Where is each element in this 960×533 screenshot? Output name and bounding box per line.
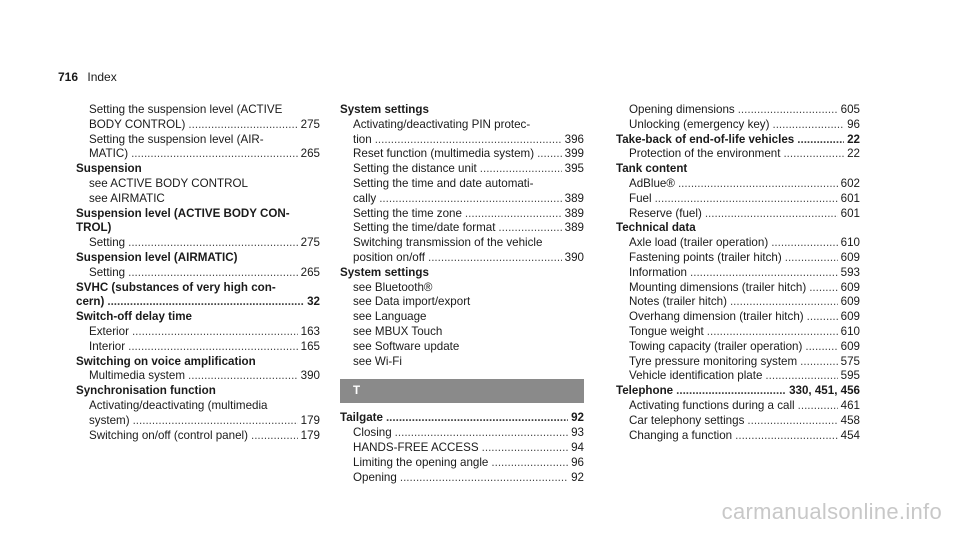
entry-text: Information [629, 265, 687, 279]
entry-text: System settings [340, 103, 429, 116]
page-reference: 330, 451, 456 [789, 384, 860, 398]
page-header [58, 70, 117, 84]
entry-text: SVHC (substances of very high con- [76, 280, 276, 294]
dot-leader [395, 426, 568, 441]
dot-leader [128, 266, 298, 281]
entry-text: Exterior [89, 324, 129, 338]
index-column-3 [616, 103, 860, 443]
index-subentry [340, 441, 584, 456]
index-heading [616, 221, 860, 236]
dot-leader [705, 207, 838, 222]
page-reference: 93 [571, 426, 584, 440]
entry-text: Fuel [629, 191, 652, 205]
index-subentry [340, 251, 584, 266]
page-reference: 389 [564, 206, 584, 220]
index-subentry [340, 192, 584, 207]
index-heading [340, 411, 584, 426]
page-reference: 609 [840, 295, 860, 309]
entry-text: Setting the distance unit [353, 162, 477, 176]
index-subentry [340, 340, 584, 355]
dot-leader [132, 325, 298, 340]
index-subentry [340, 162, 584, 177]
page-reference: 610 [840, 324, 860, 338]
index-subentry [616, 325, 860, 340]
page-reference: 601 [840, 206, 860, 220]
page-reference: 165 [300, 339, 320, 353]
index-heading [76, 310, 320, 325]
index-subentry [616, 310, 860, 325]
page-reference: 601 [840, 191, 860, 205]
dot-leader [379, 192, 561, 207]
entry-text: Multimedia system [89, 369, 185, 383]
index-subentry [340, 221, 584, 236]
dot-leader [188, 118, 297, 133]
dot-leader [676, 384, 786, 399]
entry-text: see MBUX Touch [353, 324, 443, 338]
index-subentry [340, 325, 584, 340]
entry-text: Technical data [616, 221, 696, 235]
dot-leader [498, 221, 561, 236]
entry-text: Switching on/off (control panel) [89, 428, 248, 442]
index-subentry [616, 103, 860, 118]
dot-leader [465, 207, 562, 222]
entry-text: Tailgate [340, 411, 383, 425]
index-subentry [76, 133, 320, 148]
page-number: 716 [58, 70, 79, 84]
index-subentry [616, 355, 860, 370]
index-subentry [340, 310, 584, 325]
entry-text: Fastening points (trailer hitch) [629, 250, 782, 264]
page-reference: 609 [840, 280, 860, 294]
index-subentry [616, 369, 860, 384]
dot-leader [128, 340, 298, 355]
dot-leader [655, 192, 838, 207]
watermark: carmanualsonline.info [721, 499, 942, 524]
entry-text: see Wi-Fi [353, 354, 402, 368]
index-heading [76, 355, 320, 370]
index-subentry [616, 236, 860, 251]
entry-text: BODY CONTROL) [89, 117, 186, 131]
page-reference: 610 [840, 236, 860, 250]
index-subentry [616, 177, 860, 192]
entry-text: Setting [89, 265, 126, 279]
dot-leader [783, 147, 844, 162]
page-reference: 395 [564, 162, 584, 176]
page-reference: 399 [564, 147, 584, 161]
index-subentry [76, 340, 320, 355]
page-reference: 389 [564, 191, 584, 205]
index-subentry [340, 147, 584, 162]
page-reference: 96 [847, 117, 860, 131]
index-subentry [340, 281, 584, 296]
page-reference: 179 [300, 428, 320, 442]
dot-leader [772, 118, 844, 133]
section-letter-header: T [340, 379, 584, 403]
page-reference: 389 [564, 221, 584, 235]
index-subentry [616, 251, 860, 266]
dot-leader [771, 236, 837, 251]
dot-leader [765, 369, 837, 384]
dot-leader [480, 162, 562, 177]
index-subentry [616, 429, 860, 444]
entry-text: Towing capacity (trailer operation) [629, 339, 803, 353]
dot-leader [131, 147, 298, 162]
index-heading [76, 207, 320, 222]
dot-leader [735, 429, 838, 444]
index-heading [76, 384, 320, 399]
entry-text: Protection of the environment [629, 147, 781, 161]
index-subentry [340, 471, 584, 486]
page-reference: 458 [840, 413, 860, 427]
entry-text: tion [353, 132, 372, 146]
index-subentry [616, 192, 860, 207]
page-reference: 609 [840, 339, 860, 353]
entry-text: see Bluetooth® [353, 280, 433, 294]
page-reference: 390 [300, 369, 320, 383]
entry-text: Limiting the opening angle [353, 455, 489, 469]
page-reference: 32 [307, 295, 320, 309]
index-column-2 [340, 103, 584, 485]
entry-text: Opening [353, 470, 397, 484]
entry-text: Activating/deactivating PIN protec- [353, 117, 531, 131]
entry-text: Switching on voice amplification [76, 354, 256, 368]
entry-text: Opening dimensions [629, 103, 735, 116]
dot-leader [386, 411, 568, 426]
entry-text: Vehicle identification plate [629, 369, 763, 383]
dot-leader [428, 251, 562, 266]
index-subentry [616, 399, 860, 414]
entry-text: Switching transmission of the vehicle [353, 236, 543, 250]
entry-text: Mounting dimensions (trailer hitch) [629, 280, 807, 294]
page-reference: 575 [840, 354, 860, 368]
entry-text: Notes (trailer hitch) [629, 295, 727, 309]
entry-text: Activating/deactivating (multimedia [89, 398, 268, 412]
index-heading [76, 281, 320, 296]
entry-text: Telephone [616, 384, 674, 398]
index-heading [76, 295, 320, 310]
entry-text: Car telephony settings [629, 413, 745, 427]
dot-leader [797, 133, 844, 148]
entry-text: Tank content [616, 162, 688, 176]
entry-text: Interior [89, 339, 126, 353]
index-subentry [616, 340, 860, 355]
entry-text: Reserve (fuel) [629, 206, 702, 220]
index-subentry [76, 147, 320, 162]
dot-leader [133, 414, 298, 429]
index-subentry [76, 118, 320, 133]
entry-text: Closing [353, 426, 392, 440]
entry-text: Axle load (trailer operation) [629, 236, 769, 250]
index-subentry [76, 236, 320, 251]
index-subentry [340, 207, 584, 222]
entry-text: see Language [353, 310, 427, 324]
index-heading [340, 103, 584, 118]
dot-leader [107, 295, 304, 310]
entry-text: Reset function (multimedia system) [353, 147, 535, 161]
index-subentry [76, 103, 320, 118]
index-heading [616, 162, 860, 177]
section-title: Index [87, 70, 117, 84]
entry-text: Setting the suspension level (AIR- [89, 132, 264, 146]
index-heading [616, 384, 860, 399]
entry-text: Setting the time zone [353, 206, 462, 220]
page-reference: 94 [571, 440, 584, 454]
index-subentry [616, 295, 860, 310]
page-reference: 275 [300, 117, 320, 131]
index-subentry [340, 133, 584, 148]
dot-leader [400, 471, 568, 486]
dot-leader [798, 399, 838, 414]
entry-text: MATIC) [89, 147, 129, 161]
page-reference: 179 [300, 413, 320, 427]
index-subentry [340, 177, 584, 192]
page-reference: 275 [300, 236, 320, 250]
entry-text: System settings [340, 265, 429, 279]
dot-leader [785, 251, 838, 266]
page-reference: 96 [571, 455, 584, 469]
index-heading [76, 251, 320, 266]
index-subentry [616, 207, 860, 222]
dot-leader [537, 147, 562, 162]
entry-text: Overhang dimension (trailer hitch) [629, 310, 804, 324]
index-subentry [76, 429, 320, 444]
index-subentry [616, 414, 860, 429]
page-reference: 602 [840, 176, 860, 190]
page-reference: 163 [300, 324, 320, 338]
index-heading [76, 221, 320, 236]
entry-text: system) [89, 413, 130, 427]
page-reference: 609 [840, 250, 860, 264]
index-heading [340, 266, 584, 281]
page-reference: 22 [847, 132, 860, 146]
entry-text: Unlocking (emergency key) [629, 117, 770, 131]
dot-leader [707, 325, 838, 340]
dot-leader [800, 355, 837, 370]
page-reference: 605 [840, 103, 860, 116]
entry-text: see ACTIVE BODY CONTROL [89, 176, 248, 190]
page-reference: 595 [840, 369, 860, 383]
entry-text: Suspension level (ACTIVE BODY CON- [76, 206, 290, 220]
entry-text: Switch-off delay time [76, 310, 192, 324]
index-subentry [340, 426, 584, 441]
page-reference: 265 [300, 147, 320, 161]
entry-text: Tyre pressure monitoring system [629, 354, 798, 368]
index-subentry [76, 399, 320, 414]
index-subentry [616, 266, 860, 281]
dot-leader [809, 281, 837, 296]
dot-leader [188, 369, 298, 384]
entry-text: Suspension [76, 162, 142, 176]
dot-leader [738, 103, 838, 118]
entry-text: see Data import/export [353, 295, 471, 309]
dot-leader [491, 456, 568, 471]
index-subentry [76, 369, 320, 384]
page-reference: 390 [564, 250, 584, 264]
entry-text: HANDS-FREE ACCESS [353, 440, 479, 454]
entry-text: Changing a function [629, 428, 733, 442]
dot-leader [128, 236, 298, 251]
entry-text: Setting the time and date automati- [353, 176, 534, 190]
dot-leader [690, 266, 838, 281]
entry-text: Setting [89, 236, 126, 250]
index-subentry [76, 325, 320, 340]
index-subentry [340, 456, 584, 471]
index-subentry [76, 177, 320, 192]
entry-text: AdBlue® [629, 176, 675, 190]
page-reference: 92 [571, 470, 584, 484]
index-subentry [616, 281, 860, 296]
dot-leader [807, 310, 838, 325]
dot-leader [375, 133, 562, 148]
dot-leader [805, 340, 837, 355]
entry-text: Tongue weight [629, 324, 704, 338]
index-subentry [340, 118, 584, 133]
entry-text: Setting the time/date format [353, 221, 496, 235]
page-reference: 22 [847, 147, 860, 161]
index-subentry [76, 414, 320, 429]
index-subentry [340, 295, 584, 310]
index-subentry [616, 147, 860, 162]
entry-text: Setting the suspension level (ACTIVE [89, 103, 283, 116]
page-reference: 396 [564, 132, 584, 146]
index-column-1 [76, 103, 320, 443]
index-subentry [76, 192, 320, 207]
dot-leader [747, 414, 837, 429]
entry-text: Activating functions during a call [629, 398, 795, 412]
entry-text: position on/off [353, 250, 425, 264]
entry-text: Suspension level (AIRMATIC) [76, 250, 238, 264]
dot-leader [482, 441, 568, 456]
dot-leader [251, 429, 298, 444]
index-subentry [340, 355, 584, 370]
page-reference: 265 [300, 265, 320, 279]
entry-text: Synchronisation function [76, 384, 216, 398]
page-reference: 92 [571, 411, 584, 425]
page-reference: 461 [840, 398, 860, 412]
index-subentry [340, 236, 584, 251]
dot-leader [730, 295, 838, 310]
page-reference: 609 [840, 310, 860, 324]
entry-text: cern) [76, 295, 105, 309]
index-subentry [76, 266, 320, 281]
entry-text: cally [353, 191, 377, 205]
index-heading [616, 133, 860, 148]
entry-text: Take-back of end-of-life vehicles [616, 132, 795, 146]
page-reference: 454 [840, 428, 860, 442]
page-reference: 593 [840, 265, 860, 279]
entry-text: see AIRMATIC [89, 191, 165, 205]
entry-text: see Software update [353, 339, 460, 353]
entry-text: TROL) [76, 221, 112, 235]
index-subentry [616, 118, 860, 133]
index-heading [76, 162, 320, 177]
dot-leader [678, 177, 838, 192]
